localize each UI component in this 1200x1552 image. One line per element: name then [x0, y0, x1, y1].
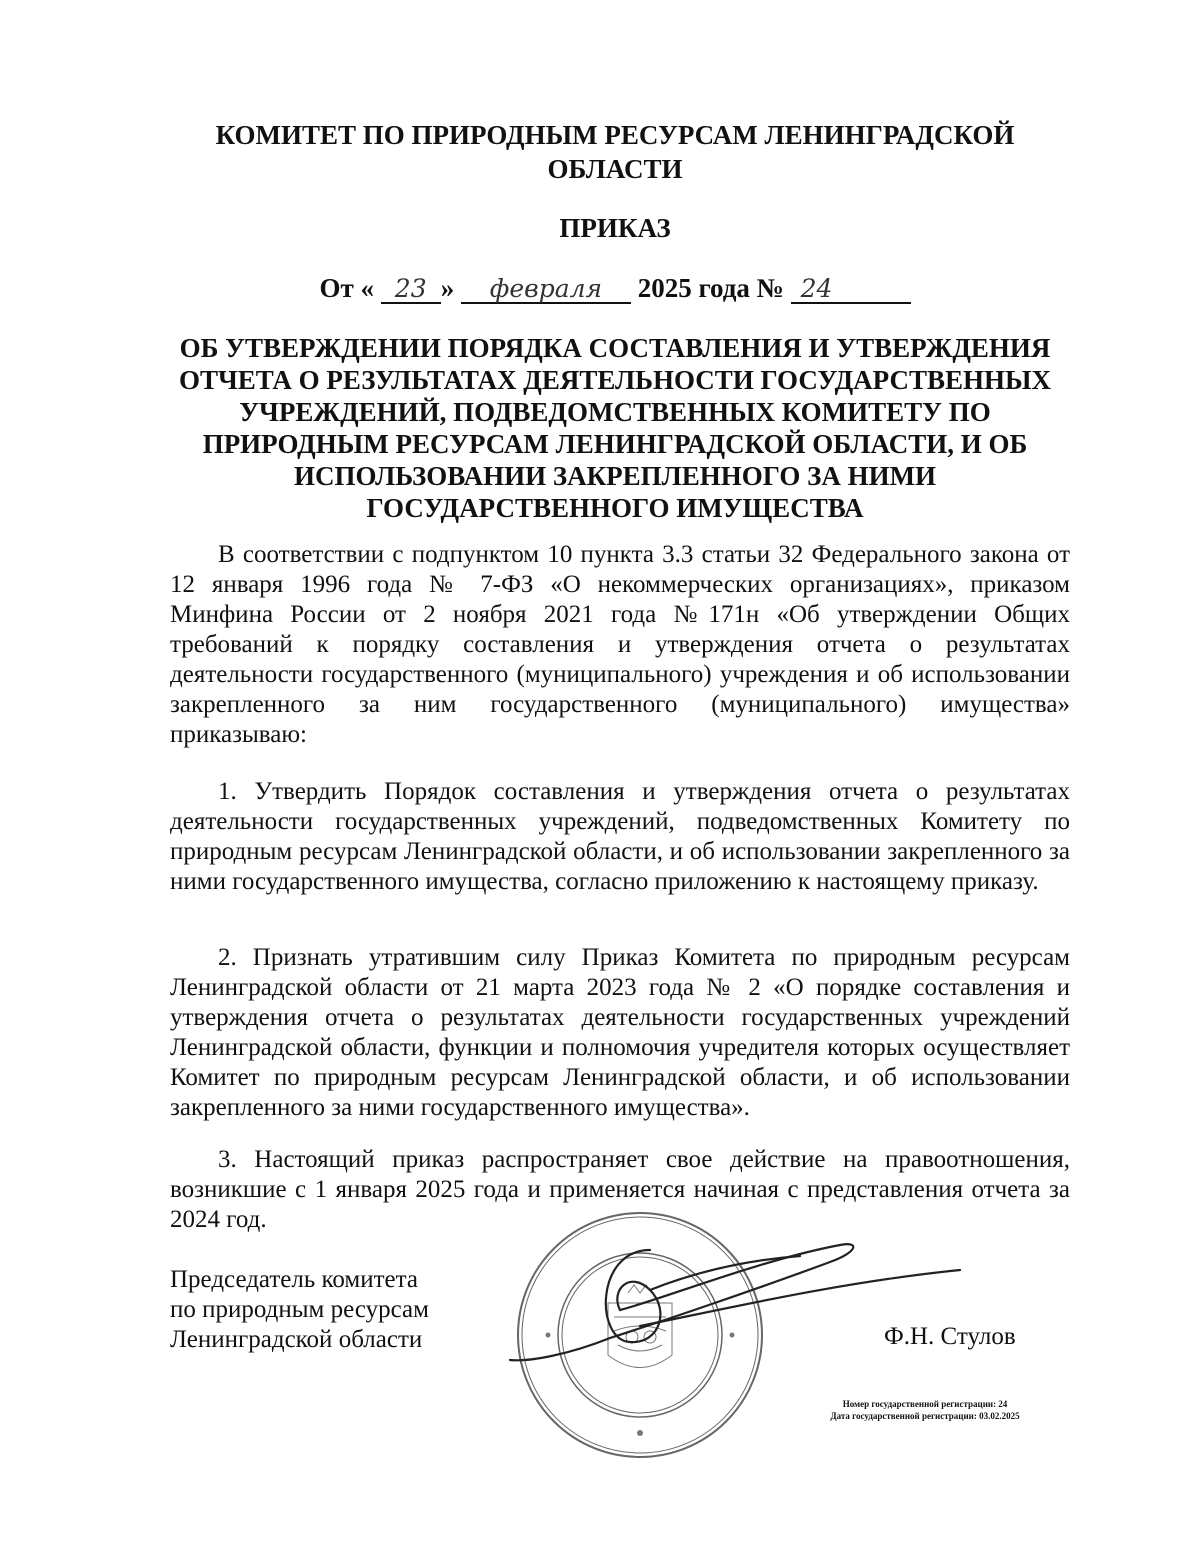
organization-name: КОМИТЕТ ПО ПРИРОДНЫМ РЕСУРСАМ ЛЕНИНГРАДСКОЙ ОБЛАСТИ — [215, 120, 1015, 184]
date-month: февраля — [461, 276, 631, 304]
preamble-paragraph: В соответствии с подпунктом 10 пункта 3.3 статьи 32 Федерального закона от 12 января 1996 года № 7-ФЗ «О некоммерческих организациях», приказом Минфина России от 2 ноября 2021 года №171н «Об утверждении Общих требований к порядку составления и утверждения отчета о результатах деятельности государственного (муниципального) учреждения и об использовании закрепленного за ним государственного (муниципального) имущества» приказываю: — [170, 541, 1070, 748]
signer-name: Ф.Н. Стулов — [884, 1323, 1016, 1350]
registration-date: Дата государственной регистрации: 03.02.2025 — [830, 1411, 1020, 1421]
document-type: ПРИКАЗ — [559, 213, 671, 243]
date-line — [150, 273, 1080, 304]
registration-number: Номер государственной регистрации: 24 — [842, 1399, 1008, 1409]
order-item-3: 3. Настоящий приказ распространяет свое действие на правоотношения, возникшие с 1 января 2025 года и применяется начиная с представления отчета за 2024 год. — [170, 1146, 1070, 1233]
signer-position — [170, 1265, 429, 1355]
signer-position-line: по природным ресурсам — [170, 1296, 429, 1323]
registration-info — [800, 1398, 1050, 1422]
document-heading: ОБ УТВЕРЖДЕНИИ ПОРЯДКА СОСТАВЛЕНИЯ И УТВЕРЖДЕНИЯ ОТЧЕТА О РЕЗУЛЬТАТАХ ДЕЯТЕЛЬНОСТИ ГОСУДАРСТВЕННЫХ УЧРЕЖДЕНИЙ, ПОДВЕДОМСТВЕННЫХ КОМИТЕТУ ПО ПРИРОДНЫМ РЕСУРСАМ ЛЕНИНГРАДСКОЙ ОБЛАСТИ, И ОБ ИСПОЛЬЗОВАНИИ ЗАКРЕПЛЕННОГО ЗА НИМИ ГОСУДАРСТВЕННОГО ИМУЩЕСТВА — [178, 333, 1052, 523]
date-day: 23 — [381, 276, 441, 304]
date-prefix: От « — [319, 273, 374, 303]
signer-position-line: Ленинградской области — [170, 1326, 423, 1353]
date-quote-close: » — [440, 273, 455, 303]
date-year-text: 2025 года № — [637, 273, 784, 303]
order-item-2: 2. Признать утратившим силу Приказ Комитета по природным ресурсам Ленинградской области от 21 марта 2023 года № 2 «О порядке составления и утверждения отчета о результатах деятельности государственных учреждений Ленинградской области, функции и полномочия учредителя которых осуществляет Комитет по природным ресурсам Ленинградской области, и об использовании закрепленного за ними государственного имущества». — [170, 944, 1070, 1121]
order-item-1: 1. Утвердить Порядок составления и утверждения отчета о результатах деятельности государственных учреждений, подведомственных Комитету по природным ресурсам Ленинградской области, и об использовании закрепленного за ними государственного имущества, согласно приложению к настоящему приказу. — [170, 778, 1070, 895]
order-number: 24 — [791, 276, 911, 304]
signer-position-line: Председатель комитета — [170, 1266, 418, 1293]
